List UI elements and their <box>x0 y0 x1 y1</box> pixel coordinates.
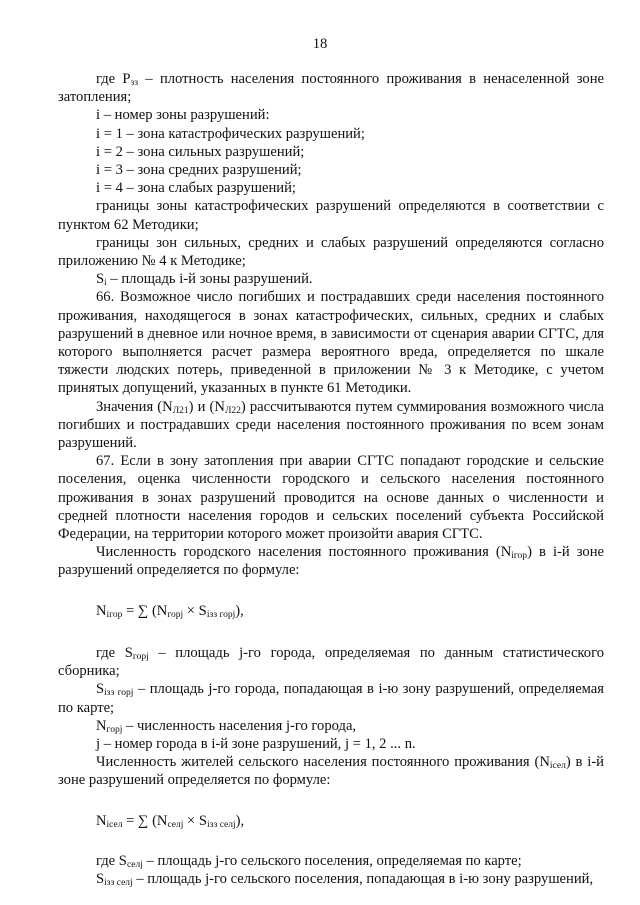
other-zone-bounds: границы зон сильных, средних и слабых разрушений определяются согласно приложению № 4 к Методике; <box>58 234 604 270</box>
definition-s-iz-sel: $S_{iзз селj}$ – площадь j-го сельского поселения, попадающая в i-ю зону разрушений, <box>96 870 594 888</box>
catastrophic-zone-bounds: границы зоны катастрофических разрушений определяются в соответствии с пунктом 62 Методики; <box>58 198 604 233</box>
page-number: 18 <box>312 36 328 52</box>
paragraph-67: 67. Если в зону затопления при аварии СГТС попадают городские и сельские поселения, оценка численности городского и сельского населения постоянного проживания в зонах разрушений проводится на основе данных о численности и средней плотности населения городов и сельских поселений субъекта Российской Федерации, на территории которого может произойти авария СГТС. <box>58 453 604 543</box>
city-population-paragraph: Численность городского населения постоянного проживания $(N_{iгор})$ в i-й зоне разрушений определяется по формуле: <box>58 544 604 579</box>
zone-1-definition: i = 1 – зона катастрофических разрушений; <box>96 125 365 142</box>
definition-n-gor: $N_{горj}$ – численность населения j-го города, <box>96 717 357 735</box>
zone-2-definition: i = 2 – зона сильных разрушений; <box>96 143 305 160</box>
paragraph-66: 66. Возможное число погибших и пострадавших среди населения постоянного проживания, находящегося в зонах катастрофических, сильных, средних и слабых разрушений в дневное или ночное время, в зависимости от сценария аварии СГТС, для которого выполняется расчет размера вероятного вреда, определяется по шкале тяжести людских потерь, приведенной в приложении № 3 к Методике, с учетом принятых допущений, указанных в пункте 61 Методики. <box>58 289 604 397</box>
definition-j-number: j – номер города в i-й зоне разрушений, j = 1, 2 ... n. <box>96 735 416 752</box>
formula-rural: $N_{iсел}$ = ∑ $(N_{селj} \times S_{iзз селj})$, <box>96 812 245 830</box>
definition-s-sel: где $S_{селj}$ – площадь j-го сельского поселения, определяемая по карте; <box>96 852 522 870</box>
rural-population-paragraph: Численность жителей сельского населения постоянного проживания $(N_{iсел})$ в i-й зоне разрушений определяется по формуле: <box>58 754 604 789</box>
values-nl-paragraph: Значения $(N_{Л21})$ и $(N_{Л22})$ рассчитываются путем суммирования возможного числа погибших и пострадавших среди населения постоянного проживания по всем зонам разрушений. <box>58 398 604 452</box>
document-body <box>58 70 604 888</box>
definition-s-i: $S_i$ – площадь i-й зоны разрушений. <box>96 271 313 289</box>
zone-4-definition: i = 4 – зона слабых разрушений; <box>96 180 296 197</box>
definition-s-gor: где $S_{горj}$ – площадь j-го города, определяемая по данным статистического сборника; <box>58 644 604 680</box>
definition-s-iz-gor: $S_{iзз горj}$ – площадь j-го города, попадающая в i-ю зону разрушений, определяемая по карте; <box>58 681 604 716</box>
formula-city: $N_{iгор}$ = ∑ $(N_{горj} \times S_{iзз горj})$, <box>96 602 244 620</box>
definition-p-zz: где $P_{зз}$ – плотность населения постоянного проживания в ненаселенной зоне затопления; <box>58 71 604 106</box>
zone-number-definition: i – номер зоны разрушений: <box>96 107 270 124</box>
zone-3-definition: i = 3 – зона средних разрушений; <box>96 162 302 179</box>
